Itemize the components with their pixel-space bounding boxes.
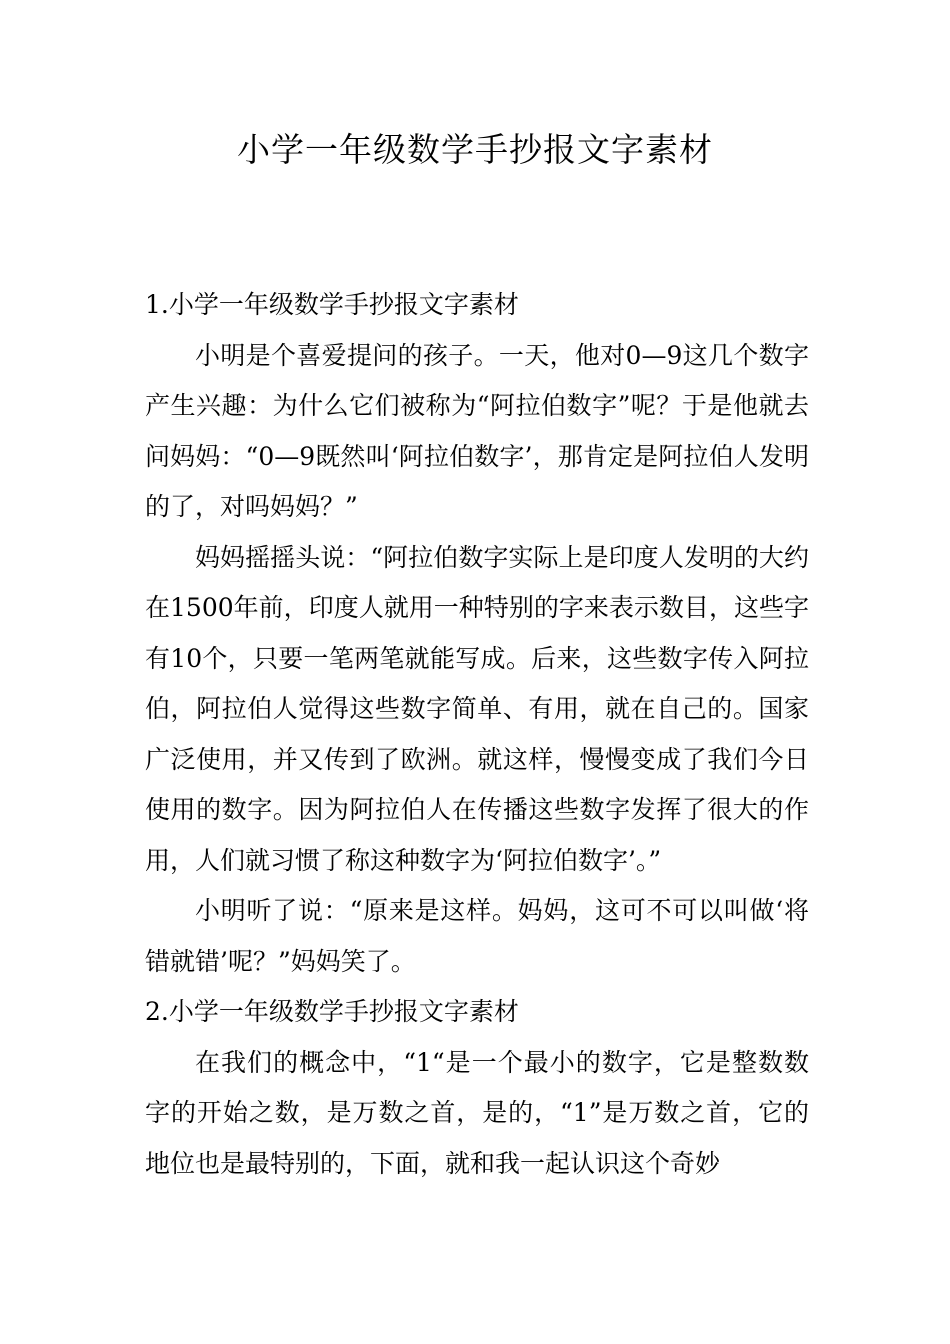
document-title: 小学一年级数学手抄报文字素材 [237,130,713,169]
paragraph: 小明是个喜爱提问的孩子。一天，他对0—9这几个数字产生兴趣：为什么它们被称为“阿拉伯数字”呢？于是他就去问妈妈：“0—9既然叫‘阿拉伯数字’，那肯定是阿拉伯人发明的了，对吗妈妈？” [145,340,809,521]
section-heading-2: 2.小学一年级数学手抄报文字素材 [145,997,519,1026]
section-heading-1: 1.小学一年级数学手抄报文字素材 [145,290,519,319]
paragraph: 小明听了说：“原来是这样。妈妈，这可不可以叫做‘将错就错’呢？”妈妈笑了。 [145,896,809,976]
paragraph: 妈妈摇摇头说：“阿拉伯数字实际上是印度人发明的大约在1500年前，印度人就用一种特别的字来表示数目，这些字有10个，只要一笔两笔就能写成。后来，这些数字传入阿拉伯，阿拉伯人觉得这些数字简单、有用，就在自己的。国家广泛使用，并又传到了欧洲。就这样，慢慢变成了我们今日使用的数字。因为阿拉伯人在传播这些数字发挥了很大的作用，人们就习惯了称这种数字为‘阿拉伯数字’。” [145,542,809,875]
document-body [145,280,809,1189]
paragraph: 在我们的概念中，“1“是一个最小的数字，它是整数数字的开始之数，是万数之首，是的，“1”是万数之首，它的地位也是最特别的，下面，就和我一起认识这个奇妙 [145,1047,809,1178]
